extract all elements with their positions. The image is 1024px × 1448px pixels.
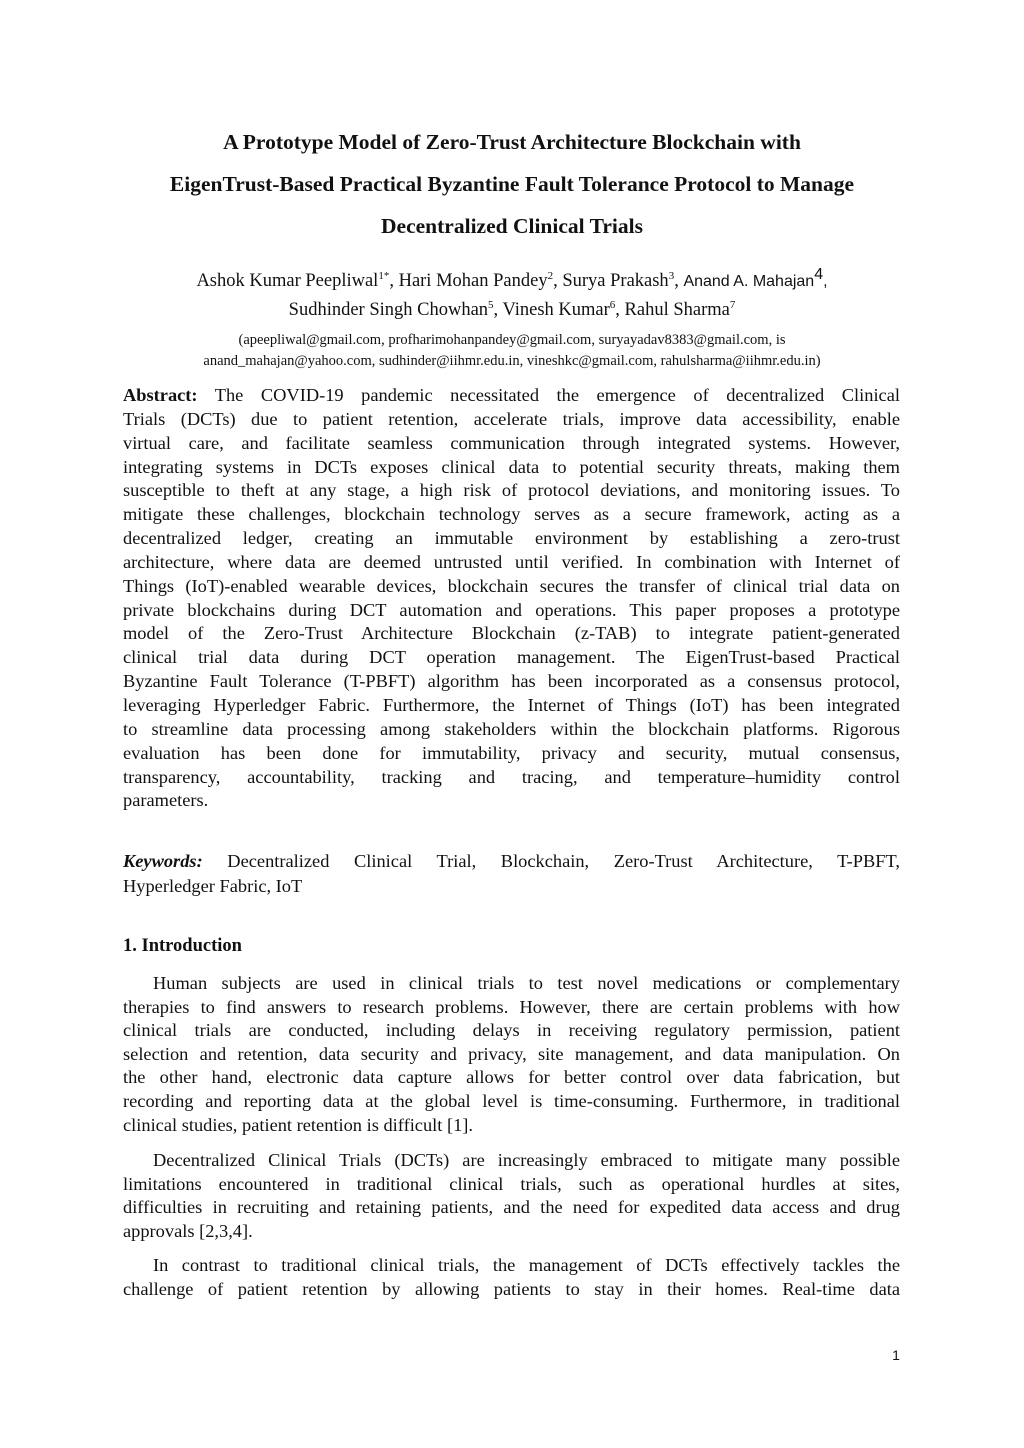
body-line: approvals [2,3,4]. — [123, 1220, 253, 1241]
abstract-line: evaluation has been done for immutability, privacy and security, mutual consensus, — [123, 742, 900, 763]
author-separator: , — [823, 273, 828, 290]
body-line: challenge of patient retention by allowing patients to stay in their homes. Real-time data — [123, 1278, 900, 1299]
author-line — [100, 296, 924, 324]
author-separator: , — [615, 300, 625, 320]
abstract-line: decentralized ledger, creating an immutable environment by establishing a zero-trust — [123, 528, 900, 549]
abstract-line: Trials (DCTs) due to patient retention, accelerate trials, improve data accessibility, enable — [123, 408, 900, 429]
abstract-text: The COVID-19 pandemic necessitated the emergence of decentralized Clinical — [197, 385, 900, 405]
body-paragraph — [123, 1149, 900, 1243]
author-separator: , — [674, 271, 684, 291]
keywords-line: Hyperledger Fabric, IoT — [123, 876, 303, 896]
author-name: Surya Prakash — [562, 271, 669, 291]
body-line: difficulties in recruiting and retaining patients, and the need for expedited data access and drug — [123, 1197, 900, 1218]
author-name: Vinesh Kumar — [502, 300, 610, 320]
abstract-line: parameters. — [123, 790, 209, 811]
title-line: Decentralized Clinical Trials — [381, 214, 643, 238]
body-paragraph — [123, 972, 900, 1137]
abstract-line: clinical trial data during DCT operation management. The EigenTrust-based Practical — [123, 647, 900, 668]
author-affiliation: 3 — [668, 269, 675, 282]
abstract-line: leveraging Hyperledger Fabric. Furthermore, the Internet of Things (IoT) has been integrated — [123, 694, 900, 715]
body-line: In contrast to traditional clinical trials, the management of DCTs effectively tackles the — [153, 1255, 900, 1275]
author-name: Ashok Kumar Peepliwal — [196, 271, 379, 291]
body-paragraph — [123, 1254, 900, 1301]
author-name: Rahul Sharma — [624, 300, 730, 320]
body-line: clinical trials are conducted, including delays in receiving regulatory permission, patient — [123, 1020, 900, 1041]
abstract-line: to streamline data processing among stakeholders within the blockchain platforms. Rigorous — [123, 718, 900, 739]
author-affiliation: 7 — [729, 298, 736, 311]
author-name: Hari Mohan Pandey — [398, 271, 548, 291]
author-line — [100, 267, 924, 296]
abstract-line: integrating systems in DCTs exposes clinical data to potential security threats, making them — [123, 456, 900, 477]
paper-title — [110, 121, 914, 247]
keywords-text: Decentralized Clinical Trial, Blockchain, Zero-Trust Architecture, T-PBFT, — [202, 851, 900, 871]
author-affiliation: 2 — [547, 269, 554, 282]
body-line: the other hand, electronic data capture allows for better control over data fabrication, but — [123, 1067, 900, 1088]
author-name: Sudhinder Singh Chowhan — [288, 300, 489, 320]
abstract-line: private blockchains during DCT automation and operations. This paper proposes a prototype — [123, 599, 900, 620]
body-line: selection and retention, data security and privacy, site management, and data manipulation. On — [123, 1043, 900, 1064]
abstract-line: Byzantine Fault Tolerance (T-PBFT) algorithm has been incorporated as a consensus protocol, — [123, 671, 900, 692]
keywords-label: Keywords: — [123, 851, 203, 871]
author-affiliation: 4 — [814, 265, 824, 283]
title-line: A Prototype Model of Zero-Trust Architecture Blockchain with — [223, 130, 801, 154]
abstract-line: virtual care, and facilitate seamless communication through integrated systems. However, — [123, 432, 900, 453]
abstract-line: susceptible to theft at any stage, a high risk of protocol deviations, and monitoring issues. To — [123, 480, 900, 501]
abstract-line — [123, 384, 900, 408]
email-line: anand_mahajan@yahoo.com, sudhinder@iihmr.edu.in, vineshkc@gmail.com, rahulsharma@iihmr.edu.in) — [203, 353, 821, 369]
abstract-paragraph — [123, 384, 900, 813]
body-line: recording and reporting data at the global level is time-consuming. Furthermore, in traditional — [123, 1090, 900, 1111]
section-heading: 1. Introduction — [123, 936, 242, 956]
author-affiliation: 6 — [609, 298, 616, 311]
title-line: EigenTrust-Based Practical Byzantine Fault Tolerance Protocol to Manage — [169, 172, 855, 196]
author-affiliation: 1* — [378, 269, 390, 282]
body-line: Decentralized Clinical Trials (DCTs) are increasingly embraced to mitigate many possible — [153, 1150, 900, 1170]
keywords-line — [123, 849, 900, 874]
author-separator: , — [493, 300, 503, 320]
author-name: Anand A. Mahajan — [683, 273, 815, 290]
abstract-line: architecture, where data are deemed untrusted until verified. In combination with Internet of — [123, 551, 900, 572]
body-line: limitations encountered in traditional clinical trials, such as operational hurdles at sites, — [123, 1173, 900, 1194]
author-affiliation: 5 — [488, 298, 494, 311]
abstract-line: model of the Zero-Trust Architecture Blockchain (z-TAB) to integrate patient-generated — [123, 623, 900, 644]
abstract-line: transparency, accountability, tracking and tracing, and temperature–humidity control — [123, 766, 900, 787]
author-list — [100, 267, 924, 324]
body-line: clinical studies, patient retention is difficult [1]. — [123, 1114, 474, 1135]
page-number: 1 — [892, 1347, 900, 1363]
author-separator: , — [389, 271, 399, 291]
abstract-line: mitigate these challenges, blockchain technology serves as a secure framework, acting as a — [123, 504, 900, 525]
keywords-paragraph — [123, 849, 900, 899]
abstract-line: Things (IoT)-enabled wearable devices, blockchain secures the transfer of clinical trial data on — [123, 575, 900, 596]
body-line: therapies to find answers to research problems. However, there are certain problems with how — [123, 996, 900, 1017]
body-line: Human subjects are used in clinical trials to test novel medications or complementary — [153, 973, 900, 993]
abstract-label: Abstract: — [123, 385, 198, 405]
author-emails — [100, 330, 924, 372]
email-line: (apeepliwal@gmail.com, profharimohanpandey@gmail.com, suryayadav8383@gmail.com, is — [238, 332, 786, 348]
author-separator: , — [553, 271, 563, 291]
